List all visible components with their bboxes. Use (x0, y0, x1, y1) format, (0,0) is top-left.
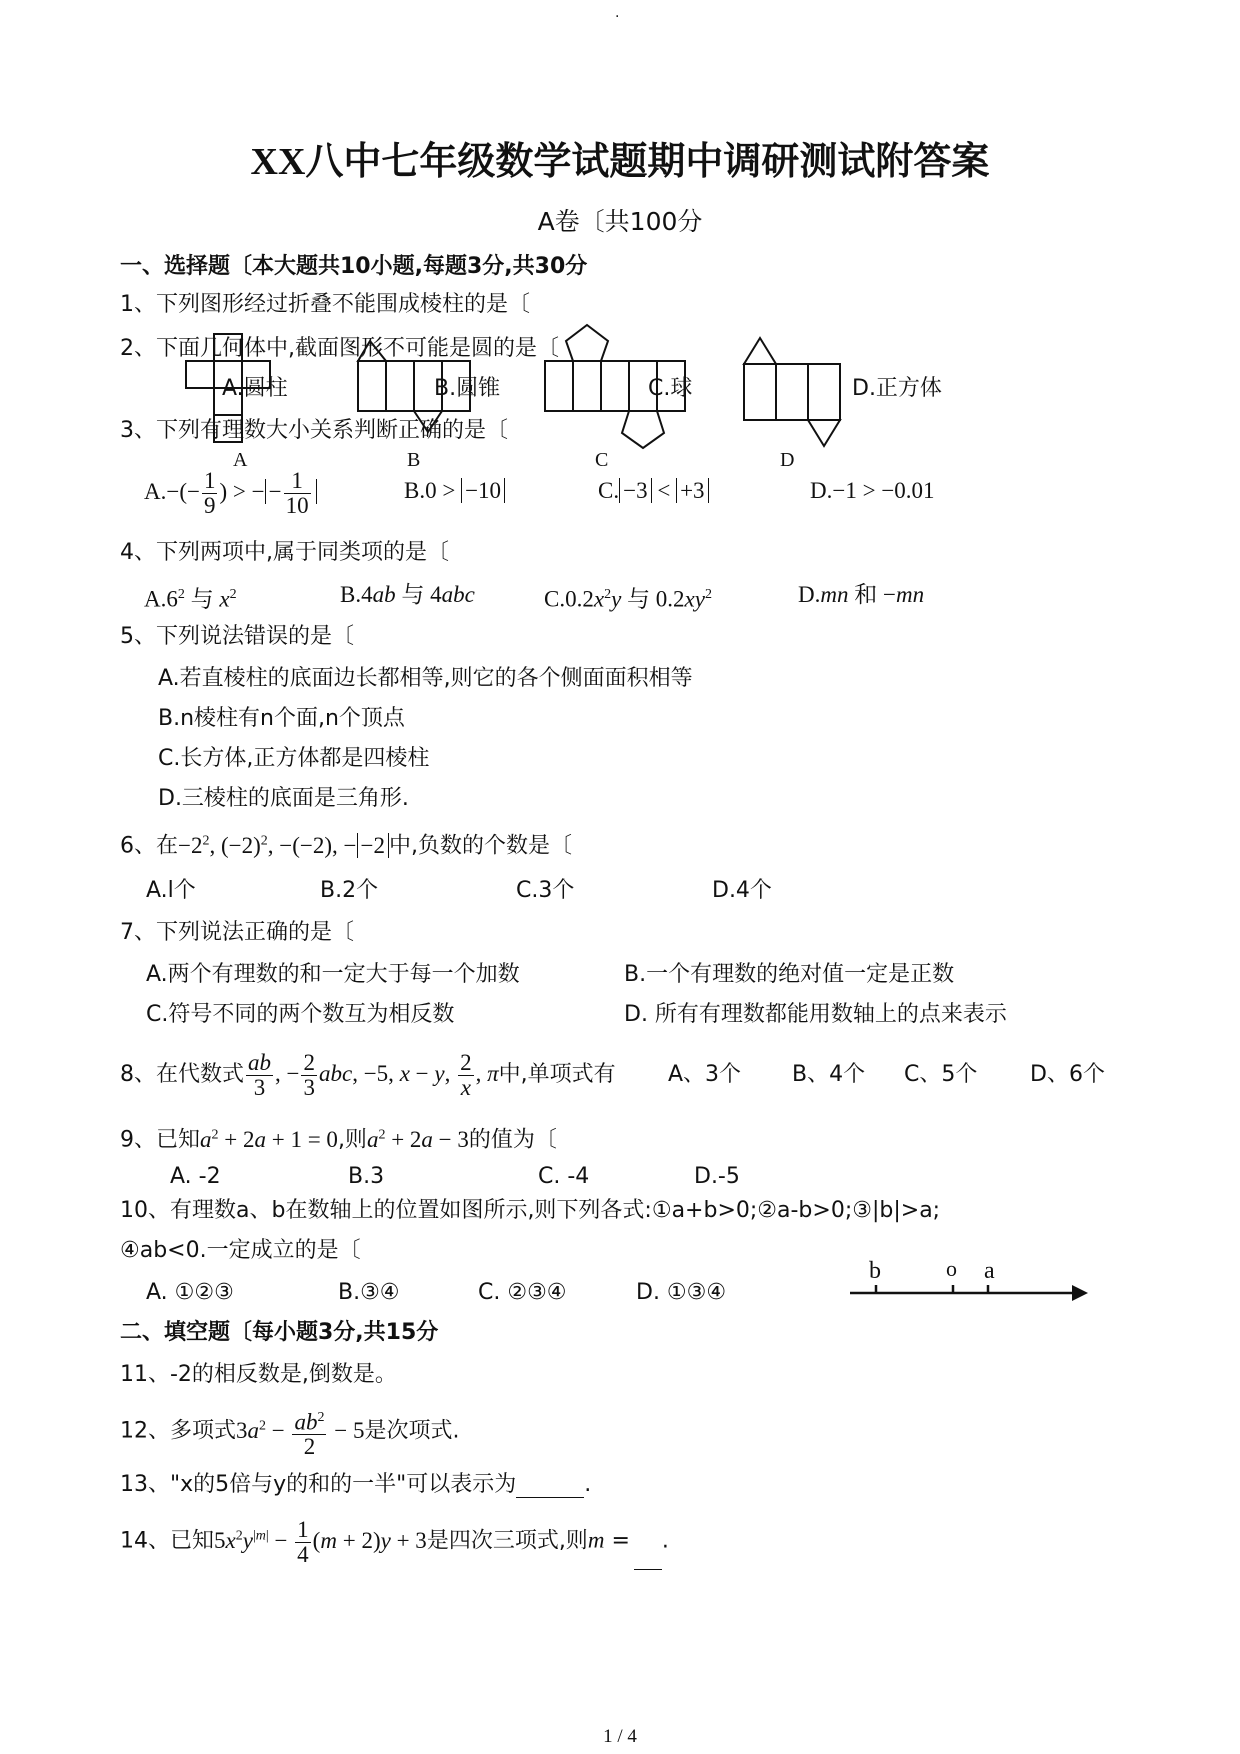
q8-option-c: C、5个 (904, 1062, 978, 1087)
q6-option-a: A.l个 (146, 878, 196, 903)
q3-option-d: D.−1 > −0.01 (810, 478, 935, 503)
q4-option-c: $C.0.2x^2y$ 与 $0.2xy^2$ (544, 586, 712, 612)
q2-option-c: C.球 (648, 376, 693, 401)
q3-option-c: C. −3 < +3 (598, 478, 709, 504)
net-label-b: B (407, 449, 421, 471)
net-label-c: C (595, 449, 609, 471)
question-4: 4、下列两项中,属于同类项的是〔 (120, 540, 449, 565)
q5-option-c: C.长方体,正方体都是四棱柱 (158, 746, 430, 771)
q10-option-a: A. ①②③ (146, 1280, 234, 1305)
question-8: 8、在代数式 $\frac{ab}{3}$ , − $\frac{2}{3}$ abc, −5, x − y, $\frac{2}{x}$ , π中,单项式有 (120, 1050, 616, 1101)
number-line-arrow (1072, 1285, 1088, 1301)
page-title: XX八中七年级数学试题期中调研测试附答案 (250, 141, 990, 183)
net-label-d: D (780, 449, 795, 471)
q6-option-c: C.3个 (516, 878, 575, 903)
q9-option-c: C. -4 (538, 1164, 590, 1189)
q7-option-d: D. 所有有理数都能用数轴上的点来表示 (624, 1002, 1007, 1027)
page-number: 1 / 4 (603, 1726, 637, 1747)
q2-option-a: A.圆柱 (222, 376, 288, 401)
question-7: 7、下列说法正确的是〔 (120, 920, 354, 945)
q7-option-b: B.一个有理数的绝对值一定是正数 (624, 962, 955, 987)
question-14: 14、已知$5x^2y^{|m|}$ − $\frac{1}{4}$ (m + 2)y + 3是四次三项式,则m = . (120, 1508, 669, 1570)
q3-option-a: A.−(− $\frac{1}{9}$ ) > − − $\frac{1}{10}$ (144, 466, 317, 518)
q9-option-d: D.-5 (694, 1164, 740, 1189)
q9-option-b: B.3 (348, 1164, 385, 1189)
q4-option-b: B.4ab 与 4abc (340, 582, 475, 607)
page-subtitle: A卷〔共100分 (537, 207, 703, 236)
section-choice-heading: 一、选择题〔本大题共10小题,每题3分,共30分 (120, 254, 588, 279)
q3-option-b: B.0 > −10 (404, 478, 505, 504)
question-2: 2、下面几何体中,截面图形不可能是圆的是〔 (120, 336, 559, 361)
question-12: 12、多项式$3a^2$ − $\frac{ab^2}{2}$ − 5是次项式. (120, 1398, 459, 1460)
q5-option-d: D.三棱柱的底面是三角形. (158, 786, 409, 811)
question-3: 3、下列有理数大小关系判断正确的是〔 (120, 418, 508, 443)
question-6: 6、在$-2^2$, $(-2)^2$, −(−2), − −2 中,负数的个数是〔 (120, 832, 572, 859)
q6-option-d: D.4个 (712, 878, 772, 903)
q13-blank[interactable] (516, 1475, 584, 1498)
q10-option-d: D. ①③④ (636, 1280, 727, 1305)
q5-option-a: A.若直棱柱的底面边长都相等,则它的各个侧面面积相等 (158, 666, 693, 691)
question-10-line2: ④ab<0.一定成立的是〔 (120, 1238, 361, 1263)
q5-option-b: B.n棱柱有n个面,n个顶点 (158, 706, 405, 731)
question-11: 11、-2的相反数是,倒数是。 (120, 1362, 397, 1387)
question-9: 9、已知$a^2 + 2a + 1 = 0$,则$a^2 + 2a - 3$的值为〔 (120, 1126, 557, 1153)
question-5: 5、下列说法错误的是〔 (120, 624, 354, 649)
q4-option-d: D.mn 和 −mn (798, 582, 925, 607)
q10-option-b: B.③④ (338, 1280, 400, 1305)
q6-option-b: B.2个 (320, 878, 379, 903)
q9-option-a: A. -2 (170, 1164, 221, 1189)
q8-option-a: A、3个 (668, 1062, 742, 1087)
q8-option-b: B、4个 (792, 1062, 866, 1087)
q2-option-d: D.正方体 (852, 376, 942, 401)
q7-option-c: C.符号不同的两个数互为相反数 (146, 1002, 455, 1027)
q7-option-a: A.两个有理数的和一定大于每一个加数 (146, 962, 520, 987)
section-fill-heading: 二、填空题〔每小题3分,共15分 (120, 1320, 439, 1345)
q14-blank[interactable] (634, 1547, 662, 1570)
q2-option-b: B.圆锥 (434, 376, 501, 401)
net-label-a: A (233, 449, 248, 471)
question-1: 1、下列图形经过折叠不能围成棱柱的是〔 (120, 292, 530, 317)
header-mark: · (615, 9, 620, 25)
q4-option-a: $A.6^2$ 与 $x^2$ (144, 586, 237, 612)
axis-label-b: b (869, 1258, 881, 1284)
question-13: 13、"x的5倍与y的和的一半"可以表示为 . (120, 1472, 592, 1497)
question-10-line1: 10、有理数a、b在数轴上的位置如图所示,则下列各式:①a+b>0;②a-b>0;③|b|>a; (120, 1198, 941, 1223)
axis-label-a: a (984, 1258, 995, 1284)
q8-option-d: D、6个 (1030, 1062, 1105, 1087)
axis-label-o: o (946, 1256, 957, 1281)
q10-option-c: C. ②③④ (478, 1280, 567, 1305)
